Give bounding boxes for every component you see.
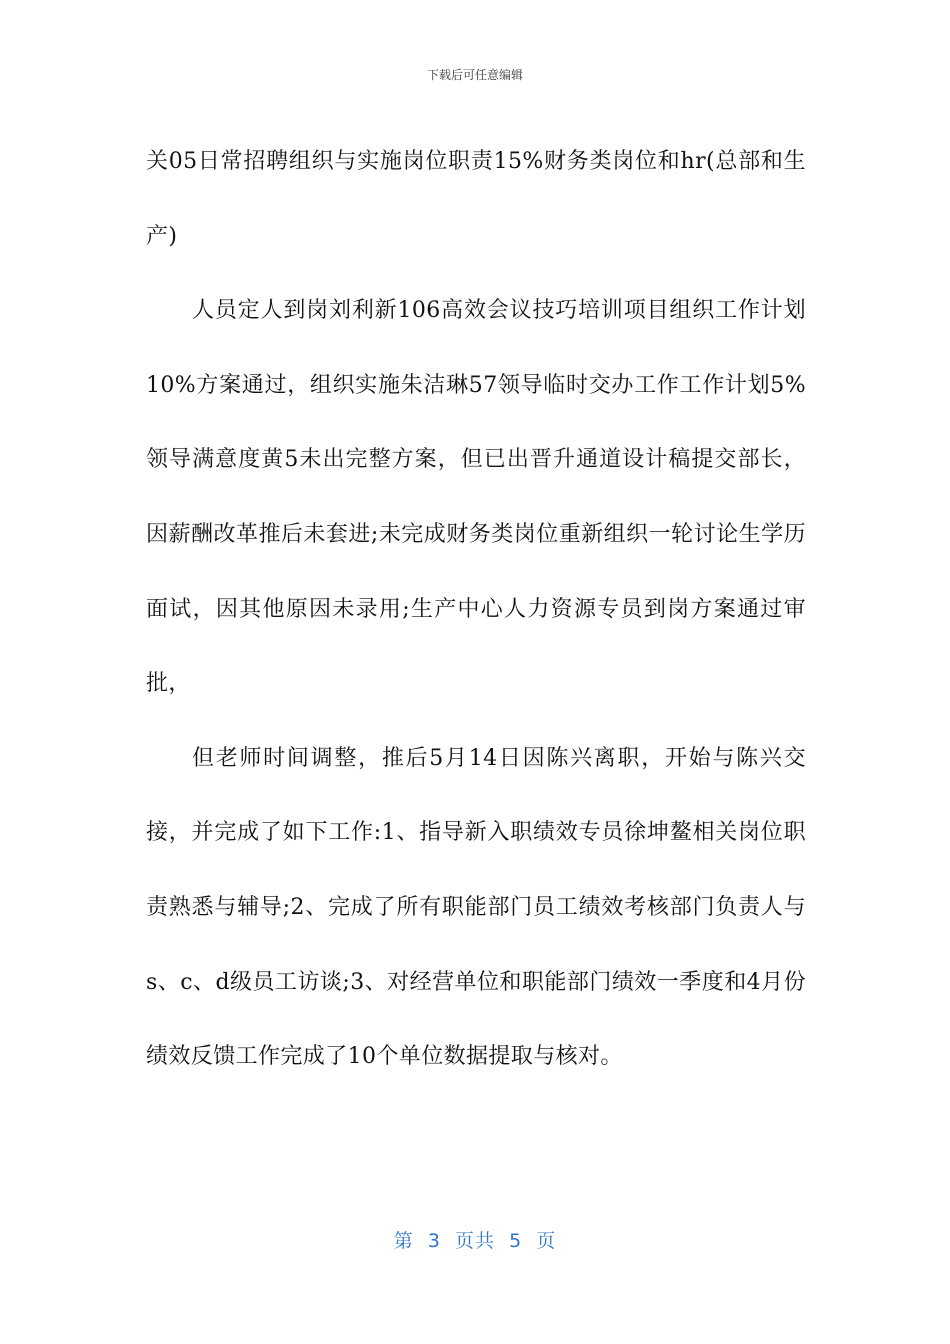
- document-body: [146, 125, 806, 1095]
- paragraph-3: 但老师时间调整，推后5月14日因陈兴离职，开始与陈兴交接，并完成了如下工作:1、指导新入职绩效专员徐坤鳌相关岗位职责熟悉与辅导;2、完成了所有职能部门员工绩效考核部门负责人与s、c、d级员工访谈;3、对经营单位和职能部门绩效一季度和4月份绩效反馈工作完成了10个单位数据提取与核对。: [146, 745, 806, 1070]
- page-number-footer: 第 3 页共 5 页: [393, 1230, 557, 1252]
- paragraph-2: 人员定人到岗刘利新106高效会议技巧培训项目组织工作计划10%方案通过，组织实施朱洁琳57领导临时交办工作工作计划5%领导满意度黄5未出完整方案，但已出晋升通道设计稿提交部长，因薪酬改革推后未套进;未完成财务类岗位重新组织一轮讨论生学历面试，因其他原因未录用;生产中心人力资源专员到岗方案通过审批，: [146, 298, 806, 697]
- page-header-note: 下载后可任意编辑: [426, 68, 523, 82]
- paragraph-1: 关05日常招聘组织与实施岗位职责15%财务类岗位和hr(总部和生产): [146, 149, 806, 249]
